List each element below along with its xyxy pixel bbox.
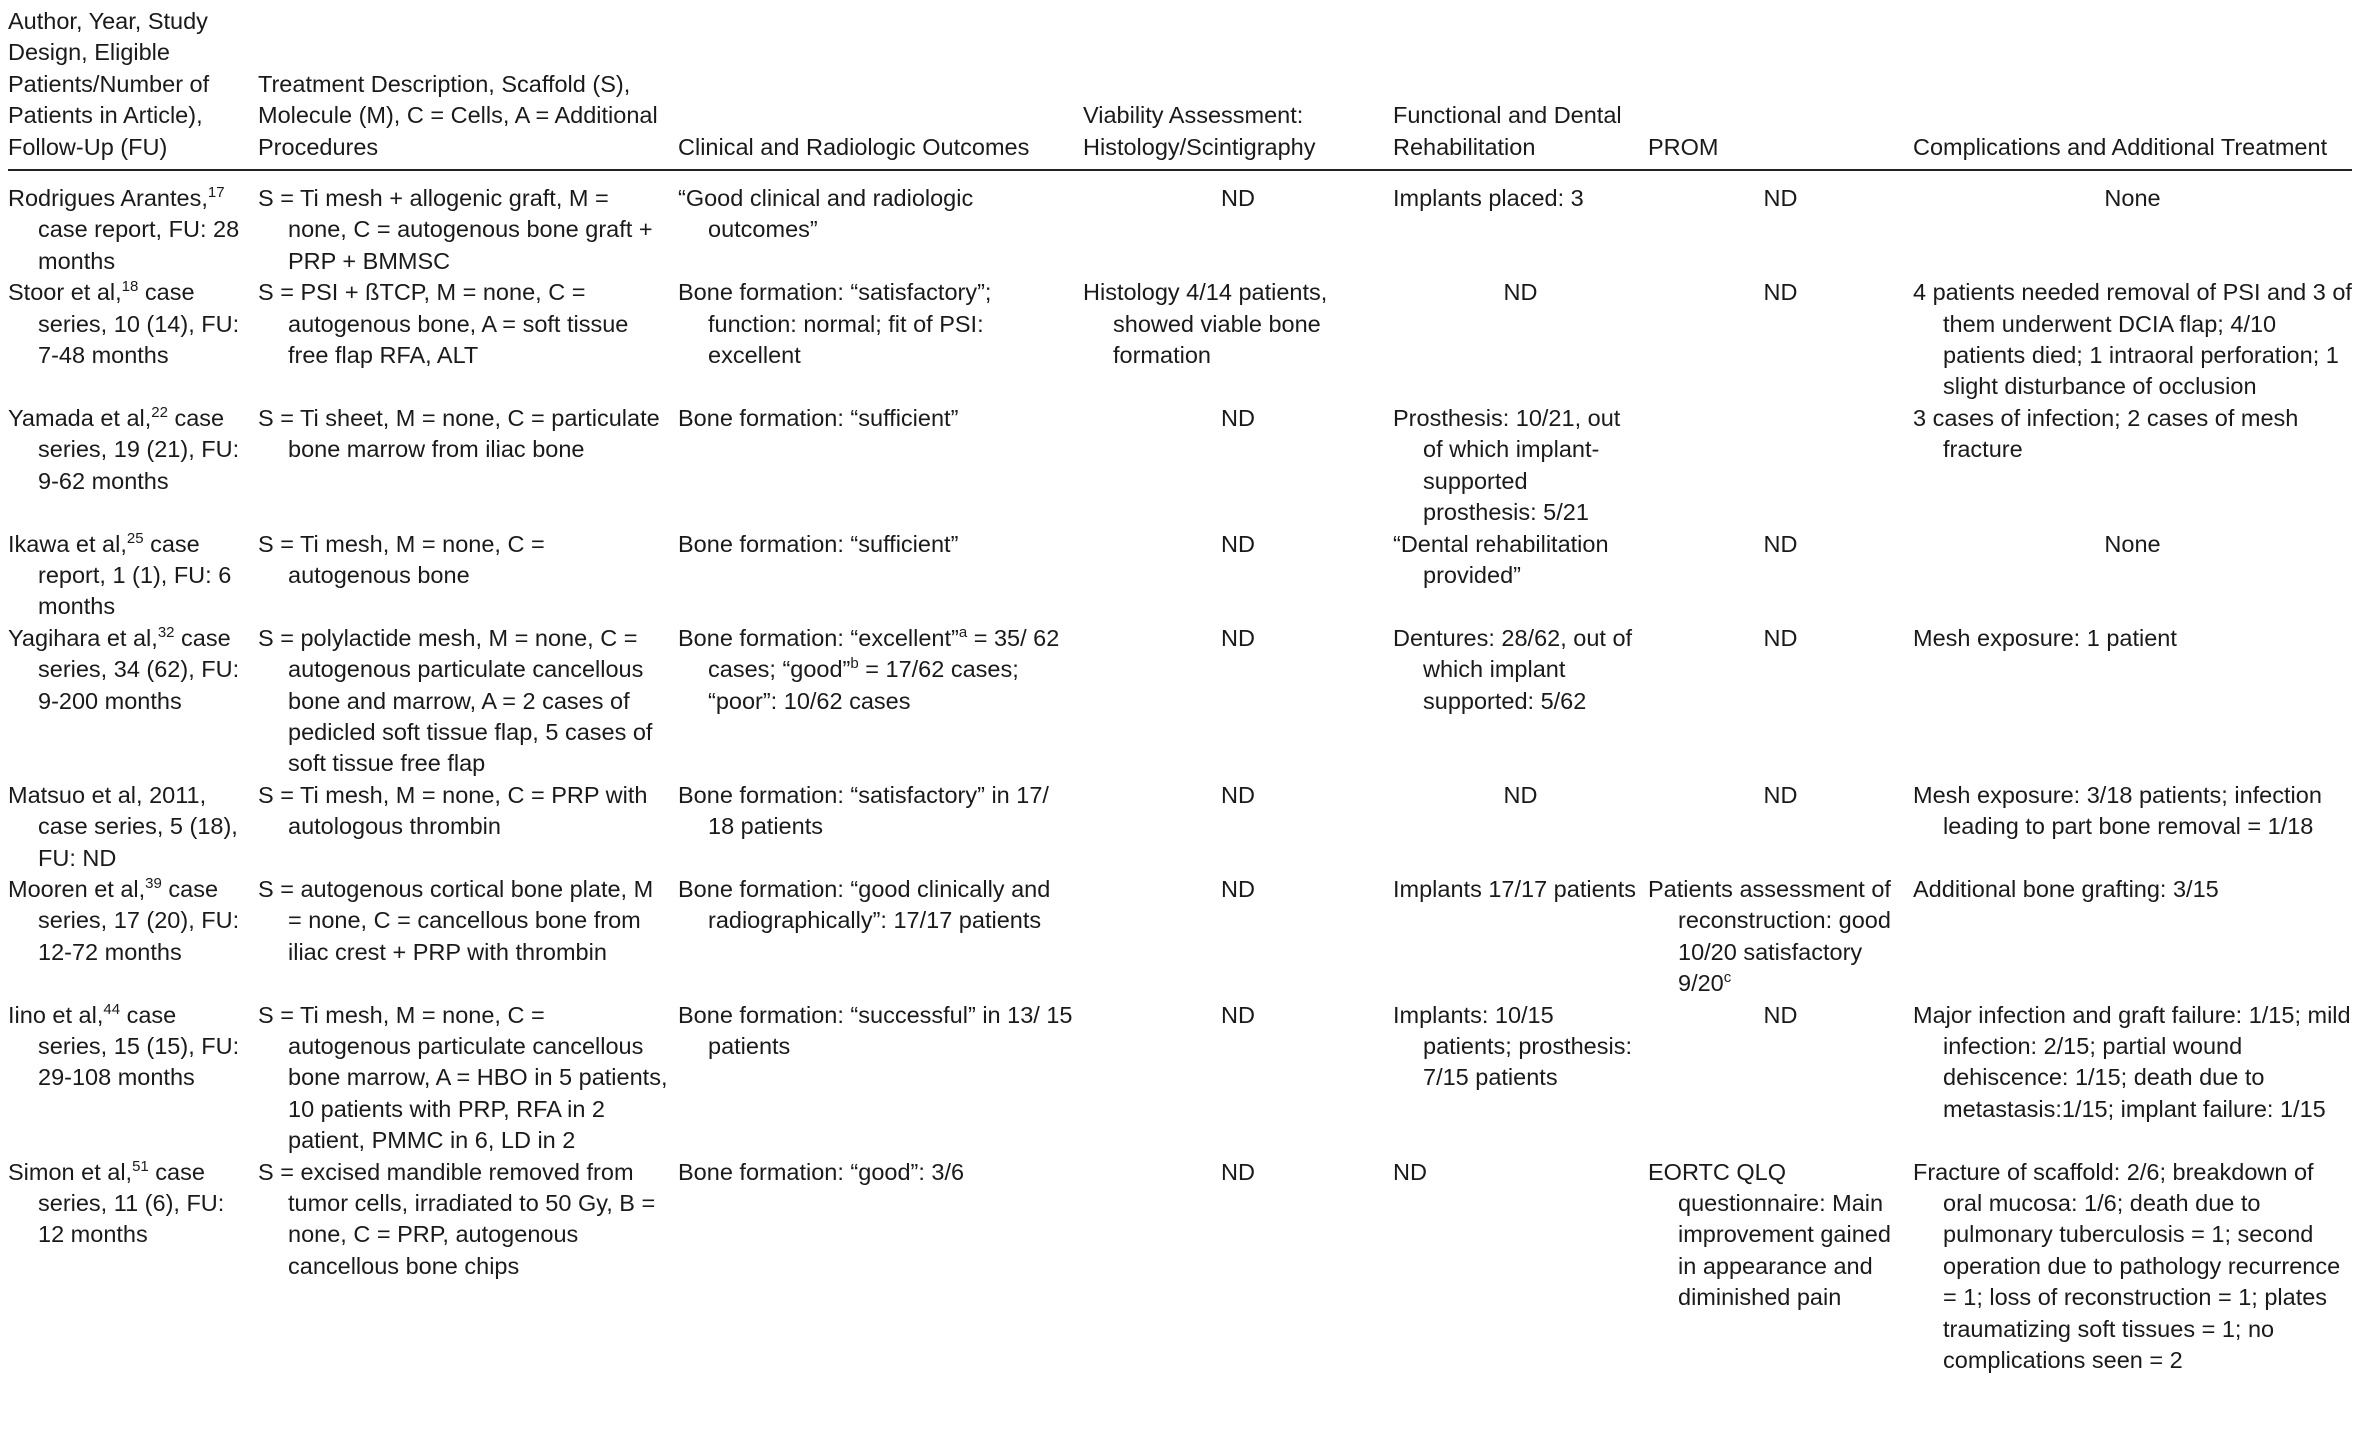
table-row xyxy=(8,780,2352,874)
cell-complications: None xyxy=(2104,530,2161,557)
cell-functional: Dentures: 28/62, out of which implant supported: 5/62 xyxy=(1393,624,1633,714)
cell-treatment: S = Ti mesh, M = none, C = autogenous particulate cancellous bone marrow, A = HBO in 5 patients, 10 patients with PRP, RFA in 2 patient, PMMC in 6, LD in 2 xyxy=(258,1001,668,1154)
cell-complications: Mesh exposure: 3/18 patients; infection leading to part bone removal = 1/18 xyxy=(1913,781,2322,840)
cell-complications: 3 cases of infection; 2 cases of mesh fracture xyxy=(1913,404,2299,463)
cell-viability: ND xyxy=(1221,1158,1255,1185)
cell-treatment: S = Ti mesh, M = none, C = autogenous bone xyxy=(258,530,545,588)
cell-author: Mooren et al,$^{39}$ case series, 17 (20), FU: 12-72 months xyxy=(8,874,240,965)
studies-table xyxy=(8,6,2352,1376)
cell-author: Matsuo et al, 2011, case series, 5 (18), FU: ND xyxy=(8,781,238,871)
cell-functional: ND xyxy=(1503,279,1538,306)
cell-prom: ND xyxy=(1763,1001,1798,1028)
cell-functional: Implants: 10/15 patients; prosthesis: 7/15 patients xyxy=(1393,1001,1632,1091)
cell-functional: “Dental rehabilitation provided” xyxy=(1393,530,1609,588)
table-header xyxy=(8,6,2352,170)
table-row xyxy=(8,623,2352,780)
cell-treatment: S = Ti mesh, M = none, C = PRP with autologous thrombin xyxy=(258,781,648,840)
cell-prom: ND xyxy=(1763,781,1798,808)
cell-complications: Fracture of scaffold: 2/6; breakdown of oral mucosa: 1/6; death due to pulmonary tuberculosis = 1; second operation due to pathology recurrence = 1; loss of reconstruction = 1; plates traumatizing soft tissues = 1; no complications seen = 2 xyxy=(1913,1158,2341,1374)
cell-functional: Implants 17/17 patients xyxy=(1393,875,1636,902)
header-author: Author, Year, Study Design, Eligible Patients/Number of Patients in Article), Follow-Up (FU) xyxy=(8,6,258,170)
table-row xyxy=(8,403,2352,529)
cell-treatment: S = Ti sheet, M = none, C = particulate bone marrow from iliac bone xyxy=(258,404,660,463)
cell-complications: Mesh exposure: 1 patient xyxy=(1913,624,2177,651)
table-row xyxy=(8,529,2352,623)
cell-viability: ND xyxy=(1221,875,1255,902)
header-treatment: Treatment Description, Scaffold (S), Molecule (M), C = Cells, A = Additional Procedures xyxy=(258,6,678,170)
cell-author: Stoor et al,$^{18}$ case series, 10 (14), FU: 7-48 months xyxy=(8,278,240,369)
cell-outcome: “Good clinical and radiologic outcomes” xyxy=(678,185,974,243)
cell-treatment: S = Ti mesh + allogenic graft, M = none, C = autogenous bone graft + PRP + BMMSC xyxy=(258,185,653,274)
header-prom: PROM xyxy=(1648,6,1913,170)
cell-prom xyxy=(1648,403,1913,529)
header-outcomes: Clinical and Radiologic Outcomes xyxy=(678,6,1083,170)
table-row xyxy=(8,1157,2352,1377)
cell-treatment: S = autogenous cortical bone plate, M = none, C = cancellous bone from iliac crest + PRP with thrombin xyxy=(258,875,654,965)
cell-complications: None xyxy=(2104,185,2161,212)
cell-treatment: S = polylactide mesh, M = none, C = autogenous particulate cancellous bone and marrow, A = 2 cases of pedicled soft tissue flap, 5 cases of soft tissue free flap xyxy=(258,624,653,777)
table-row xyxy=(8,1000,2352,1157)
cell-author: Iino et al,$^{44}$ case series, 15 (15), FU: 29-108 months xyxy=(8,1000,240,1091)
cell-prom: Patients assessment of reconstruction: good 10/20 satisfactory 9/20$^c$ xyxy=(1648,875,1891,997)
cell-functional: Implants placed: 3 xyxy=(1393,185,1584,212)
cell-author: Rodrigues Arantes,$^{17}$ case report, FU: 28 months xyxy=(8,184,240,274)
cell-author: Yamada et al,$^{22}$ case series, 19 (21), FU: 9-62 months xyxy=(8,403,240,494)
header-row xyxy=(8,6,2352,170)
cell-prom: ND xyxy=(1763,185,1798,212)
cell-complications: Major infection and graft failure: 1/15; mild infection: 2/15; partial wound dehiscence: 1/15; death due to metastasis:1/15; implant failure: 1/15 xyxy=(1913,1001,2351,1122)
cell-treatment: S = PSI + ßTCP, M = none, C = autogenous bone, A = soft tissue free flap RFA, ALT xyxy=(258,279,629,369)
cell-functional: ND xyxy=(1503,781,1538,808)
cell-outcome: Bone formation: “successful” in 13/ 15 patients xyxy=(678,1001,1073,1059)
cell-outcome: Bone formation: “satisfactory” in 17/ 18 patients xyxy=(678,781,1049,840)
cell-viability: ND xyxy=(1221,624,1255,651)
table-row xyxy=(8,277,2352,403)
cell-viability: ND xyxy=(1221,185,1255,212)
cell-complications: Additional bone grafting: 3/15 xyxy=(1913,875,2219,902)
cell-outcome: Bone formation: “sufficient” xyxy=(678,530,959,557)
cell-functional: Prosthesis: 10/21, out of which implant-supported prosthesis: 5/21 xyxy=(1393,404,1621,526)
cell-viability: ND xyxy=(1221,781,1255,808)
header-complications: Complications and Additional Treatment xyxy=(1913,6,2352,170)
cell-outcome: Bone formation: “good”: 3/6 xyxy=(678,1158,965,1185)
cell-outcome: Bone formation: “sufficient” xyxy=(678,404,959,431)
cell-viability: ND xyxy=(1221,404,1255,431)
cell-complications: 4 patients needed removal of PSI and 3 of them underwent DCIA flap; 4/10 patients died; 1 intraoral perforation; 1 slight disturbance of occlusion xyxy=(1913,279,2352,400)
cell-treatment: S = excised mandible removed from tumor cells, irradiated to 50 Gy, B = none, C = PRP, autogenous cancellous bone chips xyxy=(258,1158,656,1279)
table-row xyxy=(8,170,2352,277)
table-body xyxy=(8,170,2352,1376)
cell-prom: ND xyxy=(1763,624,1798,651)
cell-author: Simon et al,$^{51}$ case series, 11 (6), FU: 12 months xyxy=(8,1157,225,1248)
header-functional: Functional and Dental Rehabilitation xyxy=(1393,6,1648,170)
cell-outcome: Bone formation: “satisfactory”; function: normal; fit of PSI: excellent xyxy=(678,279,992,369)
cell-viability: ND xyxy=(1221,530,1255,557)
cell-viability: Histology 4/14 patients, showed viable bone formation xyxy=(1083,279,1328,369)
cell-author: Yagihara et al,$^{32}$ case series, 34 (62), FU: 9-200 months xyxy=(8,623,240,714)
header-viability: Viability Assessment: Histology/Scintigraphy xyxy=(1083,6,1393,170)
cell-author: Ikawa et al,$^{25}$ case report, 1 (1), FU: 6 months xyxy=(8,529,232,620)
cell-outcome: Bone formation: “good clinically and radiographically”: 17/17 patients xyxy=(678,875,1051,934)
cell-outcome: Bone formation: “excellent”$^a$ = 35/ 62 cases; “good”$^b$ = 17/62 cases; “poor”: 10/62 cases xyxy=(678,623,1060,714)
cell-viability: ND xyxy=(1221,1001,1255,1028)
cell-prom: ND xyxy=(1763,530,1798,557)
cell-prom: ND xyxy=(1763,279,1798,306)
table-row xyxy=(8,874,2352,1000)
cell-prom: EORTC QLQ questionnaire: Main improvement gained in appearance and diminished pain xyxy=(1648,1158,1891,1311)
cell-functional: ND xyxy=(1393,1158,1427,1185)
